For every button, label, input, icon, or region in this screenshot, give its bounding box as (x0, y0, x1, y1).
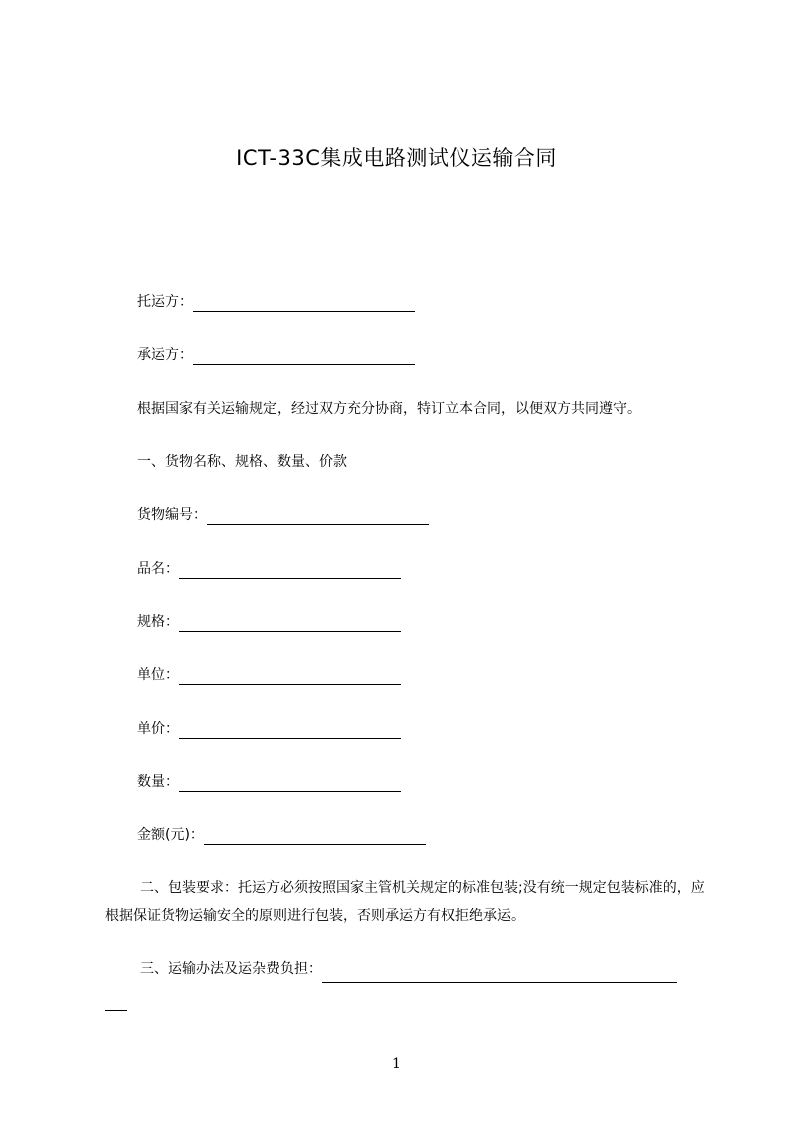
section3-label: 三、运输办法及运杂费负担： (140, 961, 322, 977)
spec-blank[interactable] (179, 615, 401, 632)
preamble-text: 根据国家有关运输规定，经过双方充分协商，特订立本合同，以便双方共同遵守。 (137, 401, 641, 417)
quantity-blank[interactable] (179, 775, 401, 792)
shipper-field (137, 292, 415, 312)
quantity-label: 数量： (137, 774, 179, 790)
section3-paragraph (105, 955, 715, 1011)
quantity-field (137, 772, 401, 792)
carrier-field (137, 345, 415, 365)
amount-blank[interactable] (204, 828, 426, 845)
item-no-blank[interactable] (207, 508, 429, 525)
amount-field (137, 825, 426, 845)
section2-text: 二、包装要求：托运方必须按照国家主管机关规定的标准包装;没有统一规定包装标准的，应根据保证货物运输安全的原则进行包装，否则承运方有权拒绝承运。 (105, 880, 705, 924)
unit-label: 单位： (137, 667, 179, 683)
item-no-field (137, 505, 429, 525)
amount-label: 金额(元)： (137, 827, 204, 843)
item-no-label: 货物编号： (137, 507, 207, 523)
document-title: ICT-33C集成电路测试仪运输合同 (236, 146, 557, 170)
spec-field (137, 612, 401, 632)
name-label: 品名： (137, 561, 179, 577)
shipper-blank[interactable] (193, 295, 415, 312)
page-number: 1 (392, 1056, 401, 1072)
spec-label: 规格： (137, 614, 179, 630)
section2-paragraph (105, 874, 715, 930)
unit-price-blank[interactable] (179, 722, 401, 739)
section3-blank-continued (105, 994, 127, 1011)
carrier-blank[interactable] (193, 348, 415, 365)
section1-heading: 一、货物名称、规格、数量、价款 (137, 454, 347, 470)
shipper-label: 托运方： (137, 294, 193, 310)
name-field (137, 559, 401, 579)
name-blank[interactable] (179, 562, 401, 579)
section3-blank[interactable] (322, 966, 677, 983)
carrier-label: 承运方： (137, 347, 193, 363)
unit-price-field (137, 719, 401, 739)
unit-field (137, 665, 401, 685)
unit-price-label: 单价： (137, 721, 179, 737)
unit-blank[interactable] (179, 668, 401, 685)
